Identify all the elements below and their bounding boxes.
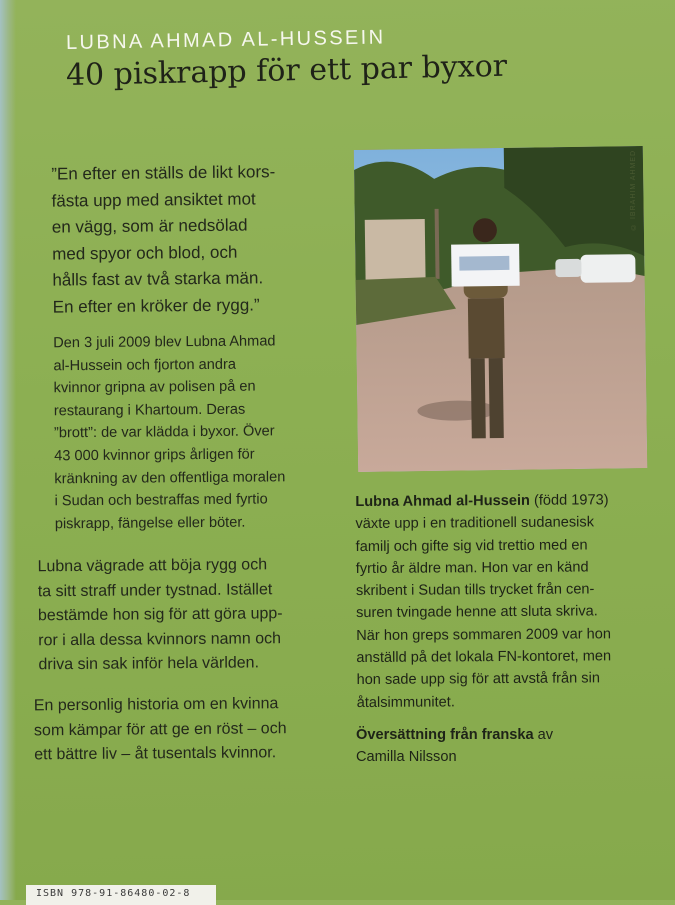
blurb-paragraph-1: Den 3 juli 2009 blev Lubna Ahmad al-Hussein och fjorton andra kvinnor gripna av polisen på en restaurang i Khartoum. Deras ”brott”: de var klädda i byxor. Över 43 000 kvinnor grips årligen för kränkning av den offentliga moralen i Sudan och bestraffas med fyrtio piskrapp, fängelse eller böter. — [53, 333, 286, 533]
author-bio — [355, 489, 657, 714]
bio-column — [355, 490, 656, 766]
translation-credit — [356, 724, 553, 769]
translation-label: Översättning från franska — [356, 727, 534, 743]
bio-text: (född 1973) växte upp i en traditionell sudanesisk familj och gifte sig vid trettio med en fyrtio år äldre man. Hon var en känd skribent i Sudan tills trycket från cen- suren tvingade henne att sluta skriva. När hon greps sommaren 2009 var hon anställd på det lokala FN-kontoret, men hon sade upp sig för att avstå från sin åtalsimmunitet. — [355, 492, 612, 711]
isbn-label: ISBN 978-91-86480-02-8 — [26, 885, 216, 905]
author-name: LUBNA AHMAD AL-HUSSEIN — [65, 26, 386, 54]
book-title: 40 piskrapp för ett par byxor — [65, 48, 508, 93]
translator-name: Camilla Nilsson — [356, 749, 457, 766]
photo-credit: © IBRAHIM AHMED — [630, 150, 637, 230]
blurb-column — [52, 160, 352, 331]
translation-connector: av — [533, 727, 554, 743]
blurb-quote: ”En efter en ställs de likt kors- fästa upp med ansiktet mot en vägg, som är nedsölad med spyor och blod, och hålls fast av två starka män. En efter en kröker de rygg.” — [51, 162, 276, 317]
author-photo — [354, 146, 647, 472]
bio-name: Lubna Ahmad al-Hussein — [355, 492, 530, 511]
blurb-paragraph-2: Lubna vägrade att böja rygg och ta sitt straff under tystnad. Istället bestämde hon sig för att göra upp- ror i alla dessa kvinnors namn och driva sin sak inför hela världen. — [37, 556, 283, 674]
cover-edge — [0, 0, 16, 900]
blurb-paragraph-3: En personlig historia om en kvinna som kämpar för att ge en röst – och ett bättre liv – åt tusentals kvinnor. — [33, 695, 287, 764]
